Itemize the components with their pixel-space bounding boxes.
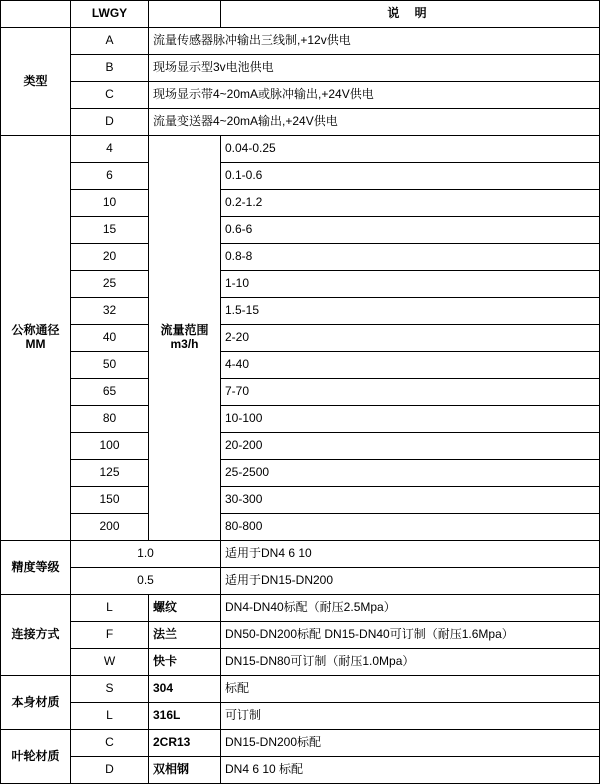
desc-cell: DN15-DN200标配: [221, 730, 600, 757]
header-description: 说 明: [221, 1, 600, 28]
category-nominal-diameter-line2: MM: [25, 337, 46, 351]
code-cell: W: [71, 649, 149, 676]
header-code: LWGY: [71, 1, 149, 28]
desc-cell: 0.8-8: [221, 244, 600, 271]
table-row: [1, 406, 600, 433]
table-row: [1, 514, 600, 541]
code-cell: 20: [71, 244, 149, 271]
table-row: [1, 82, 600, 109]
category-nominal-diameter-line1: 公称通径: [11, 323, 60, 338]
code-cell: 80: [71, 406, 149, 433]
desc-cell: 标配: [221, 676, 600, 703]
table-row: [1, 28, 600, 55]
code-cell: 50: [71, 352, 149, 379]
desc-cell: 25-2500: [221, 460, 600, 487]
table-row: [1, 433, 600, 460]
code-cell: D: [71, 109, 149, 136]
code-cell: 25: [71, 271, 149, 298]
middle-cell: 304: [149, 676, 221, 703]
code-cell: C: [71, 82, 149, 109]
desc-cell: 0.04-0.25: [221, 136, 600, 163]
middle-cell: 316L: [149, 703, 221, 730]
table-row: [1, 55, 600, 82]
table-row: [1, 298, 600, 325]
code-cell: 4: [71, 136, 149, 163]
desc-cell: 0.1-0.6: [221, 163, 600, 190]
middle-cell: 法兰: [149, 622, 221, 649]
flow-range-label: [149, 136, 221, 541]
table-row: [1, 487, 600, 514]
desc-cell: 7-70: [221, 379, 600, 406]
flow-range-line2: m3/h: [170, 337, 199, 351]
code-cell: 40: [71, 325, 149, 352]
code-cell: A: [71, 28, 149, 55]
header-middle: [149, 1, 221, 28]
table-row: [1, 244, 600, 271]
desc-cell: 1-10: [221, 271, 600, 298]
desc-cell: DN4 6 10 标配: [221, 757, 600, 784]
table-row: [1, 568, 600, 595]
code-cell: F: [71, 622, 149, 649]
table-row: [1, 730, 600, 757]
table-row: [1, 190, 600, 217]
desc-cell: 0.6-6: [221, 217, 600, 244]
table-row: [1, 109, 600, 136]
code-cell: B: [71, 55, 149, 82]
desc-cell: DN4-DN40标配（耐压2.5Mpa）: [221, 595, 600, 622]
middle-cell: 双相钢: [149, 757, 221, 784]
table-row: [1, 325, 600, 352]
category-body-material: 本身材质: [1, 676, 71, 730]
code-cell: 65: [71, 379, 149, 406]
code-cell: 200: [71, 514, 149, 541]
code-cell: S: [71, 676, 149, 703]
desc-cell: 1.5-15: [221, 298, 600, 325]
category-impeller-material: 叶轮材质: [1, 730, 71, 784]
code-cell: 10: [71, 190, 149, 217]
code-cell: 150: [71, 487, 149, 514]
desc-cell: 4-40: [221, 352, 600, 379]
desc-cell: 流量变送器4~20mA输出,+24V供电: [149, 109, 600, 136]
code-cell: C: [71, 730, 149, 757]
table-row: [1, 622, 600, 649]
table-row: [1, 217, 600, 244]
table-row: [1, 136, 600, 163]
desc-cell: 可订制: [221, 703, 600, 730]
table-row: [1, 649, 600, 676]
desc-cell: 现场显示带4~20mA或脉冲输出,+24V供电: [149, 82, 600, 109]
middle-cell: 2CR13: [149, 730, 221, 757]
desc-cell: 10-100: [221, 406, 600, 433]
code-cell: 100: [71, 433, 149, 460]
table-row: [1, 460, 600, 487]
middle-cell: 快卡: [149, 649, 221, 676]
table-row: [1, 595, 600, 622]
desc-cell: 现场显示型3v电池供电: [149, 55, 600, 82]
table-row: [1, 271, 600, 298]
table-row: [1, 352, 600, 379]
desc-cell: 流量传感器脉冲输出三线制,+12v供电: [149, 28, 600, 55]
desc-cell: 适用于DN4 6 10: [221, 541, 600, 568]
desc-cell: DN15-DN80可订制（耐压1.0Mpa）: [221, 649, 600, 676]
code-cell: 32: [71, 298, 149, 325]
code-cell: 1.0: [71, 541, 221, 568]
code-cell: 15: [71, 217, 149, 244]
code-cell: L: [71, 595, 149, 622]
table-header-row: [1, 1, 600, 28]
table-row: [1, 379, 600, 406]
code-cell: 6: [71, 163, 149, 190]
code-cell: D: [71, 757, 149, 784]
code-cell: 125: [71, 460, 149, 487]
category-connection-type: 连接方式: [1, 595, 71, 676]
desc-cell: 0.2-1.2: [221, 190, 600, 217]
desc-cell: 30-300: [221, 487, 600, 514]
table-row: [1, 541, 600, 568]
table-row: [1, 163, 600, 190]
desc-cell: DN50-DN200标配 DN15-DN40可订制（耐压1.6Mpa）: [221, 622, 600, 649]
table-row: [1, 676, 600, 703]
code-cell: L: [71, 703, 149, 730]
category-nominal-diameter: [1, 136, 71, 541]
desc-cell: 2-20: [221, 325, 600, 352]
desc-cell: 20-200: [221, 433, 600, 460]
code-cell: 0.5: [71, 568, 221, 595]
desc-cell: 适用于DN15-DN200: [221, 568, 600, 595]
category-type: 类型: [1, 28, 71, 136]
middle-cell: 螺纹: [149, 595, 221, 622]
header-category: [1, 1, 71, 28]
category-accuracy-class: 精度等级: [1, 541, 71, 595]
table-row: [1, 757, 600, 784]
table-row: [1, 703, 600, 730]
desc-cell: 80-800: [221, 514, 600, 541]
flow-range-line1: 流量范围: [160, 323, 209, 338]
